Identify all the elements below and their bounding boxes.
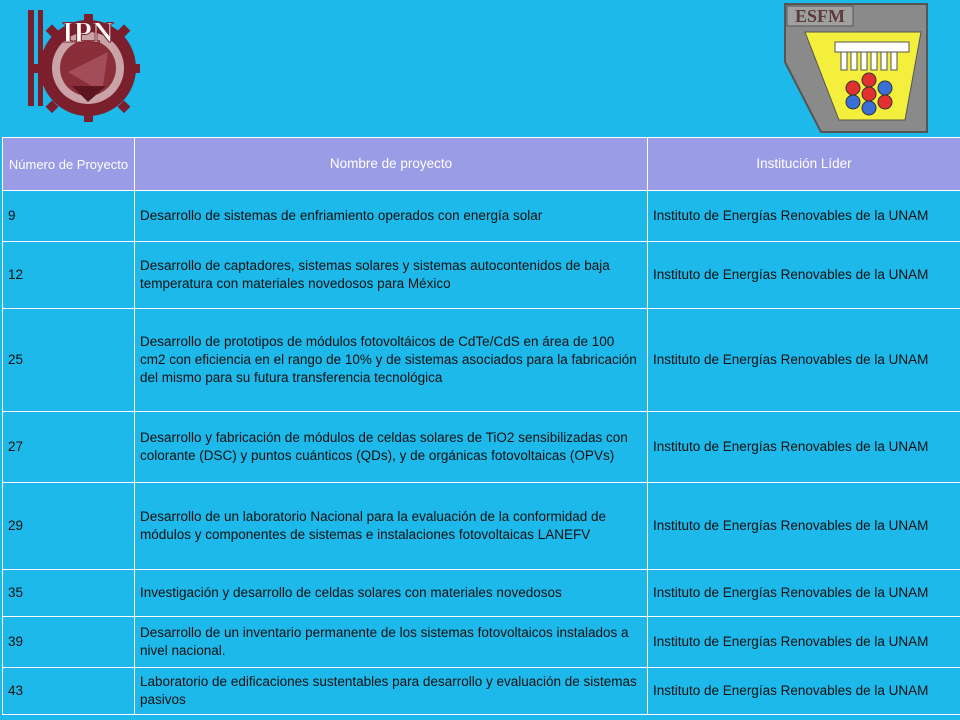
table-row bbox=[3, 668, 960, 715]
esfm-logo bbox=[781, 2, 931, 134]
header-project-number: Número de Proyecto bbox=[3, 138, 135, 191]
project-name: Desarrollo de sistemas de enfriamiento operados con energía solar bbox=[135, 191, 648, 242]
lead-institution: Instituto de Energías Renovables de la UNAM bbox=[648, 309, 960, 412]
lead-institution: Instituto de Energías Renovables de la UNAM bbox=[648, 483, 960, 570]
project-name: Laboratorio de edificaciones sustentables para desarrollo y evaluación de sistemas pasivos bbox=[135, 668, 648, 715]
ipn-logo bbox=[22, 2, 140, 130]
header-lead-institution: Institución Líder bbox=[648, 138, 960, 191]
table-row bbox=[3, 242, 960, 309]
table-row bbox=[3, 191, 960, 242]
project-number: 35 bbox=[3, 570, 135, 617]
project-number: 29 bbox=[3, 483, 135, 570]
project-name: Desarrollo de un inventario permanente de los sistemas fotovoltaicos instalados a nivel nacional. bbox=[135, 617, 648, 668]
project-number: 43 bbox=[3, 668, 135, 715]
project-name: Desarrollo y fabricación de módulos de celdas solares de TiO2 sensibilizadas con colorante (DSC) y puntos cuánticos (QDs), y de orgánicas fotovoltaicas (OPVs) bbox=[135, 412, 648, 483]
project-name: Investigación y desarrollo de celdas solares con materiales novedosos bbox=[135, 570, 648, 617]
table-row bbox=[3, 412, 960, 483]
lead-institution: Instituto de Energías Renovables de la UNAM bbox=[648, 668, 960, 715]
svg-text:ESFM: ESFM bbox=[794, 6, 846, 26]
svg-text:IPN: IPN bbox=[62, 16, 114, 49]
project-number: 12 bbox=[3, 242, 135, 309]
project-number: 25 bbox=[3, 309, 135, 412]
table-row bbox=[3, 570, 960, 617]
table-row bbox=[3, 309, 960, 412]
lead-institution: Instituto de Energías Renovables de la UNAM bbox=[648, 617, 960, 668]
projects-table bbox=[2, 137, 960, 715]
lead-institution: Instituto de Energías Renovables de la UNAM bbox=[648, 570, 960, 617]
lead-institution: Instituto de Energías Renovables de la UNAM bbox=[648, 191, 960, 242]
lead-institution: Instituto de Energías Renovables de la UNAM bbox=[648, 412, 960, 483]
header-project-name: Nombre de proyecto bbox=[135, 138, 648, 191]
table-header-row bbox=[3, 138, 960, 191]
project-name: Desarrollo de captadores, sistemas solares y sistemas autocontenidos de baja temperatura con materiales novedosos para México bbox=[135, 242, 648, 309]
project-number: 27 bbox=[3, 412, 135, 483]
project-name: Desarrollo de un laboratorio Nacional para la evaluación de la conformidad de módulos y componentes de sistemas e instalaciones fotovoltaicas LANEFV bbox=[135, 483, 648, 570]
project-number: 9 bbox=[3, 191, 135, 242]
table-row bbox=[3, 617, 960, 668]
table-row bbox=[3, 483, 960, 570]
project-name: Desarrollo de prototipos de módulos fotovoltáicos de CdTe/CdS en área de 100 cm2 con eficiencia en el rango de 10% y de sistemas asociados para la fabricación del mismo para su futura transferencia tecnológica bbox=[135, 309, 648, 412]
project-number: 39 bbox=[3, 617, 135, 668]
lead-institution: Instituto de Energías Renovables de la UNAM bbox=[648, 242, 960, 309]
